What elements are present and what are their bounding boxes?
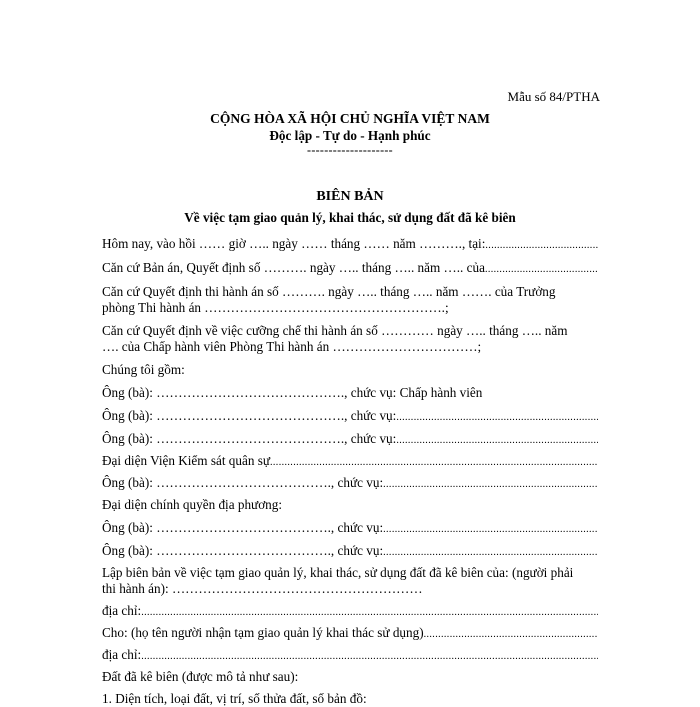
- fill-dots: [270, 452, 598, 471]
- record-statement-line: Lập biên bản về việc tạm giao quản lý, khai thác, sử dụng đất đã kê biên của: (người phải: [102, 565, 574, 580]
- local-gov-heading: Đại diện chính quyền địa phương:: [102, 497, 283, 512]
- fill-dots: [396, 407, 598, 426]
- fill-dots: [383, 542, 598, 561]
- participant-line: [102, 407, 598, 426]
- national-motto: Độc lập - Tự do - Hạnh phúc: [269, 128, 431, 143]
- address-label: địa chỉ:: [102, 603, 142, 618]
- participant-line: [102, 430, 598, 449]
- procuracy-label: Đại diện Viện Kiểm sát quân sự: [102, 453, 270, 468]
- meeting-time-label: Hôm nay, vào hồi …… giờ ….. ngày …… tháng …… năm ………., tại:: [102, 236, 486, 251]
- fill-dots: [424, 624, 598, 643]
- participant-label: Ông (bà): …………………………………., chức vụ:: [102, 543, 384, 558]
- procuracy-line: [102, 452, 598, 471]
- fill-dots: [485, 235, 598, 254]
- enforcement-decision-line-cont: phòng Thi hành án ……………………………………………….;: [102, 300, 449, 315]
- fill-dots: [383, 474, 598, 493]
- participants-heading: Chúng tôi gồm:: [102, 362, 185, 377]
- meeting-time-line: [102, 235, 598, 254]
- judgment-basis-label: Căn cứ Bản án, Quyết định số ………. ngày ….. tháng ….. năm ….. của: [102, 260, 485, 275]
- recipient-label: Cho: (họ tên người nhận tạm giao quản lý khai thác sử dụng): [102, 625, 424, 640]
- form-code: Mẫu số 84/PTHA: [507, 89, 600, 104]
- fill-dots: [141, 646, 598, 665]
- fill-dots: [396, 430, 598, 449]
- header-divider: --------------------: [307, 143, 393, 157]
- record-statement-line-cont: thi hành án): …………………………………………………: [102, 581, 423, 596]
- address-label: địa chỉ:: [102, 647, 142, 662]
- fill-dots: [485, 259, 598, 278]
- local-gov-participant-line: [102, 542, 598, 561]
- judgment-basis-line: [102, 259, 598, 278]
- participant-label: Ông (bà): ……………………………………., chức vụ:: [102, 408, 397, 423]
- participant-label: Ông (bà): ……………………………………., chức vụ:: [102, 431, 397, 446]
- document-subtitle: Về việc tạm giao quản lý, khai thác, sử dụng đất đã kê biên: [184, 210, 516, 225]
- national-title: CỘNG HÒA XÃ HỘI CHỦ NGHĨA VIỆT NAM: [210, 111, 490, 126]
- local-gov-participant-line: [102, 519, 598, 538]
- land-item-1: 1. Diện tích, loại đất, vị trí, số thửa đất, số bản đồ:: [102, 691, 367, 706]
- document-title: BIÊN BẢN: [316, 189, 384, 204]
- recipient-line: [102, 624, 598, 643]
- land-description-heading: Đất đã kê biên (được mô tả như sau):: [102, 669, 299, 684]
- participant-executor: Ông (bà): ……………………………………., chức vụ: Chấp hành viên: [102, 385, 483, 400]
- fill-dots: [383, 519, 598, 538]
- procuracy-participant-line: [102, 474, 598, 493]
- coercion-decision-line: Căn cứ Quyết định về việc cưỡng chế thi hành án số ………… ngày ….. tháng ….. năm: [102, 323, 568, 338]
- address-line: [102, 646, 598, 665]
- fill-dots: [141, 602, 598, 621]
- participant-label: Ông (bà): …………………………………., chức vụ:: [102, 520, 384, 535]
- address-line: [102, 602, 598, 621]
- enforcement-decision-line: Căn cứ Quyết định thi hành án số ………. ngày ….. tháng ….. năm ……. của Trưởng: [102, 284, 556, 299]
- coercion-decision-line-cont: …. của Chấp hành viên Phòng Thi hành án ……………………………;: [102, 339, 482, 354]
- participant-label: Ông (bà): …………………………………., chức vụ:: [102, 475, 384, 490]
